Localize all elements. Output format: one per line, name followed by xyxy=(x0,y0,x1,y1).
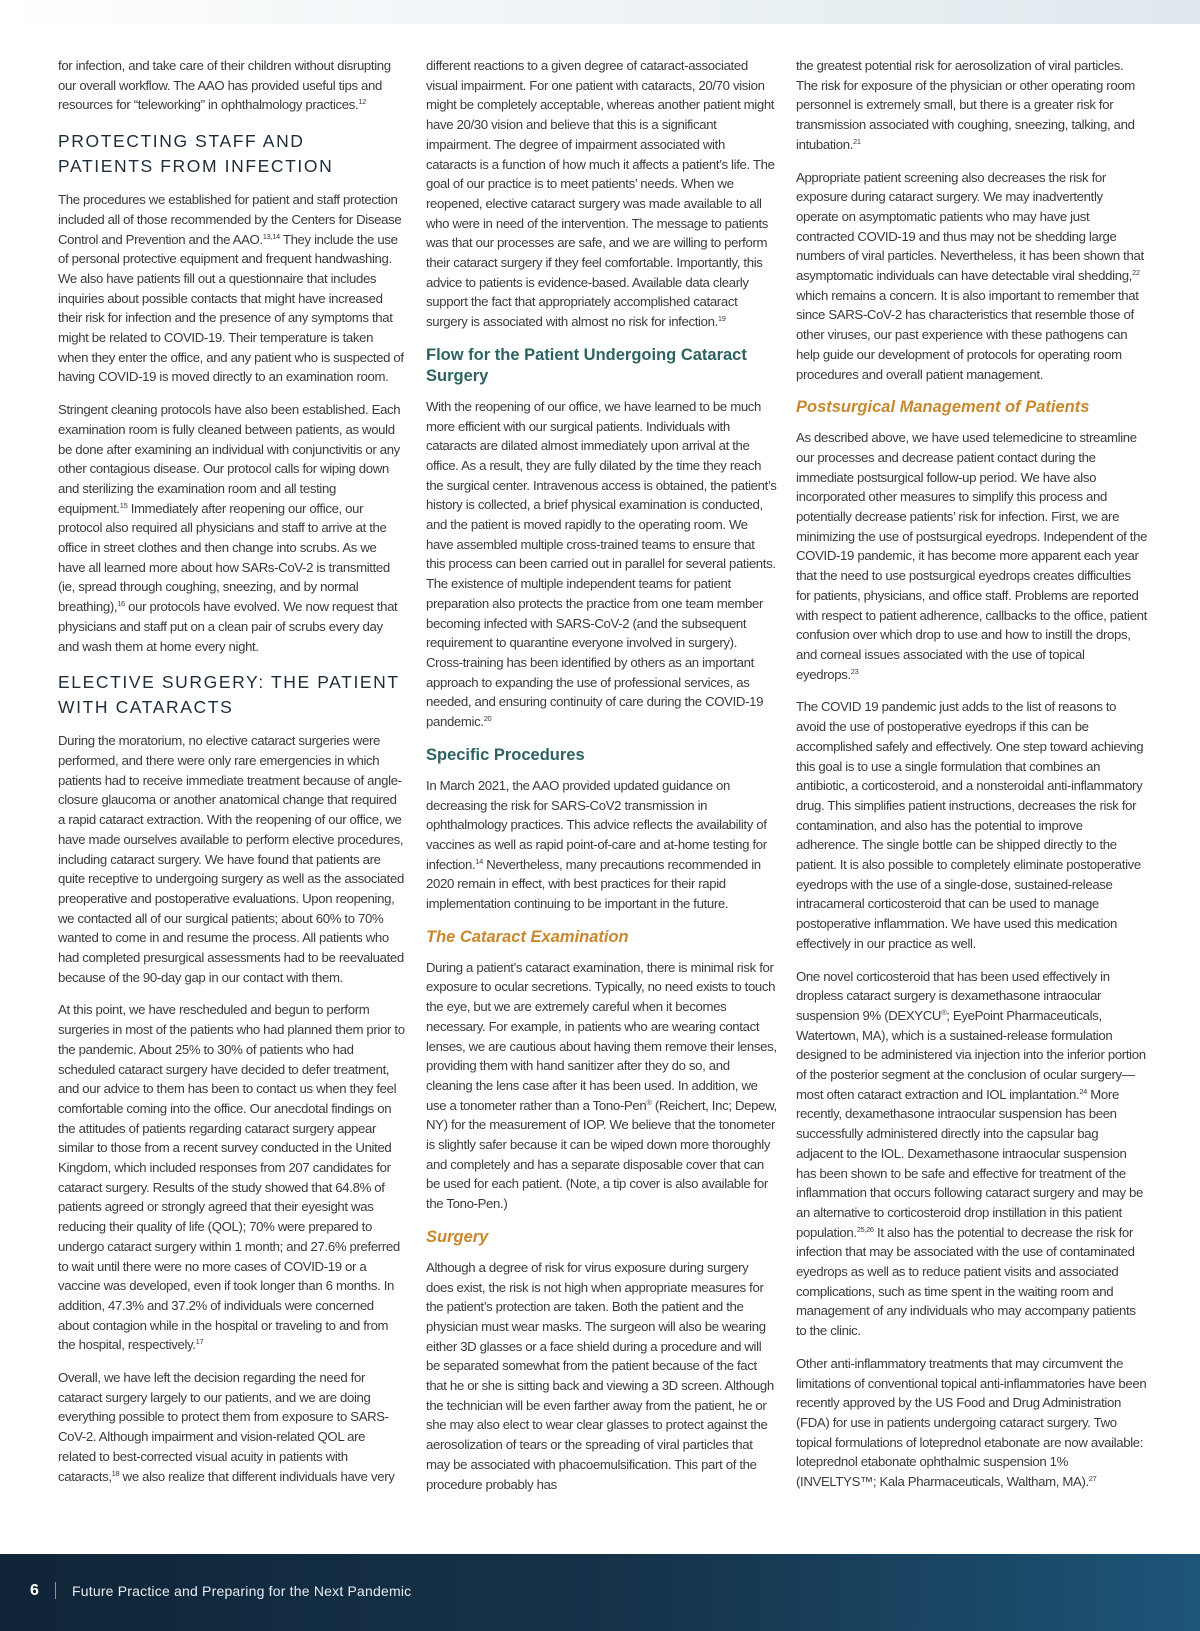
footer-publication-title: Future Practice and Preparing for the Next Pandemic xyxy=(72,1583,412,1599)
column-3 xyxy=(796,56,1148,1505)
paragraph-flow: With the reopening of our office, we have learned to be much more efficient with our surgical patients. Individuals with cataracts are dilated almost immediately upon arrival at the office. As a result, they are fully dilated by the time they reach the surgical center. Intravenous access is obtained, the patient’s history is collected, a brief physical examination is conducted, and the patient is moved rapidly to the operating room. We have assembled multiple cross-trained teams to ensure that this process can been carried out in parallel for several patients. The existence of multiple independent teams for patient preparation also protects the practice from one team member becoming infected with SARS-CoV-2 (and the subsequent requirement to quarantine everyone involved in surgery). Cross-training has been identified by others as an important approach to expanding the use of professional services, as needed, and ensuring continuity of care during the COVID-19 pandemic.$^{20}$ xyxy=(426,398,777,730)
paragraph-cleaning: Stringent cleaning protocols have also been established. Each examination room is fully cleaned between patients, as would be done after examining an individual with conjunctivitis or any other contagious disease. Our protocol calls for wiping down and sterilizing the examination room and all testing equipment.$^{15}$ Immediately after reopening our office, our protocol also required all physicians and staff to arrive at the office in street clothes and then change into scrubs. As we have all learned more about how SARs-CoV-2 is transmitted (ie, spread through coughing, sneezing, and by normal breathing),$^{16}$ our protocols have evolved. We now request that physicians and staff put on a clean pair of scrubs every day and wash them at home every night. xyxy=(58,402,401,654)
paragraph-procedures: The procedures we established for patient and staff protection included all of those recommended by the Centers for Disease Control and Prevention and the AAO.$^{13,14}$ They include the use of personal protective equipment and frequent handwashing. We also have patients fill out a questionnaire that includes inquiries about possible contacts that might have increased their risk for infection and the presence of any symptoms that might be related to COVID-19. Their temperature is taken when they enter the office, and any patient who is suspected of having COVID-19 is moved directly to an examination room. xyxy=(58,192,404,385)
paragraph-rescheduled: At this point, we have rescheduled and begun to perform surgeries in most of the patients who had planned them prior to the pandemic. About 25% to 30% of patients who had scheduled cataract surgery have decided to defer treatment, and our advice to them has been to contact us when they feel comfortable coming into the office. Our anecdotal findings on the attitudes of patients regarding cataract surgery appear similar to those from a recent survey conducted in the United Kingdom, which included responses from 207 candidates for cataract surgery. Results of the study showed that 64.8% of patients agreed or strongly agreed that their eyesight was reducing their quality of life (QOL); 70% were prepared to undergo cataract surgery within 1 month; and 27.6% preferred to wait until there were no more cases of COVID-19 or a vaccine was developed, even if took longer than 6 months. In addition, 47.3% and 37.2% of individuals were concerned about contagion while in the hospital or traveling to and from the hospital, respectively.$^{17}$ xyxy=(58,1002,405,1353)
paragraph-telemedicine: As described above, we have used telemedicine to streamline our processes and decrease patient contact during the immediate postsurgical follow-up period. We have also incorporated other measures to simplify this process and potentially decrease patients’ risk for infection. First, we are minimizing the use of postsurgical eyedrops. Independent of the COVID-19 pandemic, it has become more apparent each year that the need to use postsurgical eyedrops creates difficulties for patients, physicians, and office staff. Problems are reported with respect to patient adherence, callbacks to the office, patient confusion over which drop to use and how to instill the drops, and corneal issues associated with the use of topical eyedrops.$^{23}$ xyxy=(796,430,1148,682)
top-gradient-band xyxy=(0,0,1200,24)
paragraph-reactions: different reactions to a given degree of cataract-associated visual impairment. For one patient with cataracts, 20/70 vision might be completely acceptable, whereas another patient might have 20/30 vision and believe that this is a significant impairment. The degree of impairment associated with cataracts is a function of how much it affects a patient’s life. The goal of our practice is to meet patients’ needs. When we reopened, elective cataract surgery was made available to all who were in need of the intervention. The message to patients was that our processes are safe, and we are willing to perform their cataract surgery if they feel comfortable. Importantly, this advice to patients is evidence-based. Available data clearly support the fact that appropriately accomplished cataract surgery is associated with almost no risk for infection.$^{19}$ xyxy=(426,58,775,330)
subheading-postsurgical: Postsurgical Management of Patients xyxy=(796,398,1090,417)
paragraph-greatest-risk: the greatest potential risk for aerosolization of viral particles. The risk for exposure of the physician or other operating room personnel is extremely small, but there is a greater risk for transmission associated with coughing, sneezing, talking, and intubation.$^{21}$ xyxy=(796,58,1135,152)
paragraph-overall: Overall, we have left the decision regarding the need for cataract surgery largely to our patients, and we are doing everything possible to protect them from exposure to SARS-CoV-2. Although impairment and vision-related QOL are related to best-corrected visual acuity in patients with cataracts,$^{18}$ we also realize that different individuals have very xyxy=(58,1370,395,1484)
subheading-specific-procedures: Specific Procedures xyxy=(426,745,585,764)
paragraph-novel-corticosteroid: One novel corticosteroid that has been used effectively in dropless cataract surgery is dexamethasone intraocular suspension 9% (DEXYCU®; EyePoint Pharmaceuticals, Watertown, MA), which is a sustained-release formulation designed to be administered via injection into the inferior portion of the posterior segment at the conclusion of ocular surgery—most often cataract extraction and IOL implantation.$^{24}$ More recently, dexamethasone intraocular suspension has been successfully administered directly into the capsular bag adjacent to the IOL. Dexamethasone intraocular suspension has been shown to be safe and effective for treatment of the inflammation that occurs following cataract surgery and may be an alternative to corticosteroid drop instillation in this patient population.$^{25,26}$ It also has the potential to decrease the risk for infection that may be associated with the use of contaminated eyedrops as well as to reduce patient visits and associated complications, such as time spent in the waiting room and management of any individuals who may accompany patients to the clinic. xyxy=(796,968,1146,1339)
paragraph-surgery: Although a degree of risk for virus exposure during surgery does exist, the risk is not high when appropriate measures for the patient’s protection are taken. Both the patient and the physician must wear masks. The surgeon will also be wearing either 3D glasses or a face shield during a procedure and will be separated somewhat from the patient because of the fact that he or she is sitting back and viewing a 3D screen. Although the technician will be even farther away from the patient, he or she may also elect to wear clear glasses to protect against the aerosolization of tears or the spreading of viral particles that may be associated with phacoemulsification. This part of the procedure probably has xyxy=(426,1259,774,1492)
page-number: 6 xyxy=(30,1582,39,1599)
subheading-cataract-examination: The Cataract Examination xyxy=(426,927,629,946)
section-heading-elective: ELECTIVE SURGERY: THE PATIENT WITH CATARACTS xyxy=(58,672,400,718)
paragraph-moratorium: During the moratorium, no elective cataract surgeries were performed, and there were only rare emergencies in which patients had to receive immediate treatment because of angle-closure glaucoma or another anatomical change that required a rapid cataract extraction. With the reopening of our office, we have made ourselves available to perform elective procedures, including cataract surgery. We have found that patients are quite receptive to undergoing surgery as well as the associated preoperative and postoperative evaluations. Upon reopening, we contacted all of our surgical patients; about 60% to 70% wanted to come in and resume the process. All patients who had completed presurgical assessments had to be reevaluated because of the 90-day gap in our contact with them. xyxy=(58,733,404,985)
paragraph-exam: During a patient’s cataract examination, there is minimal risk for exposure to ocular secretions. Typically, no need exists to touch the eye, but we are extremely careful when it becomes necessary. For example, in patients who are wearing contact lenses, we are cautious about having them remove their lenses, providing them with hand sanitizer after they do so, and cleaning the lens case after it has been used. In addition, we use a tonometer rather than a Tono-Pen® (Reichert, Inc; Depew, NY) for the measurement of IOP. We believe that the tonometer is slightly safer because it can be wiped down more thoroughly and completely and has a separate disposable cover that can be used for each patient. (Note, a tip cover is also available for the Tono-Pen.) xyxy=(426,959,777,1212)
paragraph-intro: for infection, and take care of their children without disrupting our overall workflow. The AAO has provided useful tips and resources for “teleworking” in ophthalmology practices.$^{12}$ xyxy=(58,58,391,113)
paragraph-reasons: The COVID 19 pandemic just adds to the list of reasons to avoid the use of postoperative eyedrops if this can be accomplished safely and effectively. One step toward achieving this goal is to use a single formulation that combines an antibiotic, a corticosteroid, and a nonsteroidal anti-inflammatory drug. This simplifies patient instructions, decreases the risk for contamination, and also has the potential to improve adherence. The single bottle can be shipped directly to the patient. It is also possible to completely eliminate postoperative eyedrops with the use of a single-dose, sustained-release intracameral corticosteroid that can be used to manage postoperative inflammation. We have used this medication effectively in our practice as well. xyxy=(796,699,1144,951)
paragraph-screening: Appropriate patient screening also decreases the risk for exposure during cataract surgery. We may inadvertently operate on asymptomatic patients who may have just contracted COVID-19 and thus may not be shedding large numbers of viral particles. Nevertheless, it has been shown that asymptomatic individuals can have detectable viral shedding,$^{22}$ which remains a concern. It is also important to remember that since SARS-CoV-2 has characteristics that resemble those of other viruses, our past experience with these pathogens can help guide our development of protocols for operating room procedures and overall patient management. xyxy=(796,169,1144,382)
page-footer xyxy=(0,1554,1200,1631)
paragraph-specific: In March 2021, the AAO provided updated guidance on decreasing the risk for SARS-CoV2 transmission in ophthalmology practices. This advice reflects the availability of vaccines as well as rapid point-of-care and at-home testing for infection.$^{14}$ Nevertheless, many precautions recommended in 2020 remain in effect, with best practices for their rapid implementation continuing to be important in the future. xyxy=(426,777,767,912)
footer-separator xyxy=(55,1582,56,1599)
subheading-surgery: Surgery xyxy=(426,1227,489,1246)
paragraph-other-treatments: Other anti-inflammatory treatments that may circumvent the limitations of conventional topical anti-inflammatories have been recently approved by the US Food and Drug Administration (FDA) for use in patients undergoing cataract surgery. Two topical formulations of loteprednol etabonate are now available: loteprednol etabonate ophthalmic suspension 1% (INVELTYS™; Kala Pharmaceuticals, Waltham, MA).$^{27}$ xyxy=(796,1355,1147,1490)
subheading-flow: Flow for the Patient Undergoing Cataract Surgery xyxy=(426,345,747,385)
section-heading-protecting: PROTECTING STAFF AND PATIENTS FROM INFECTION xyxy=(58,131,334,177)
column-2 xyxy=(426,56,777,1507)
column-1 xyxy=(58,56,405,1499)
